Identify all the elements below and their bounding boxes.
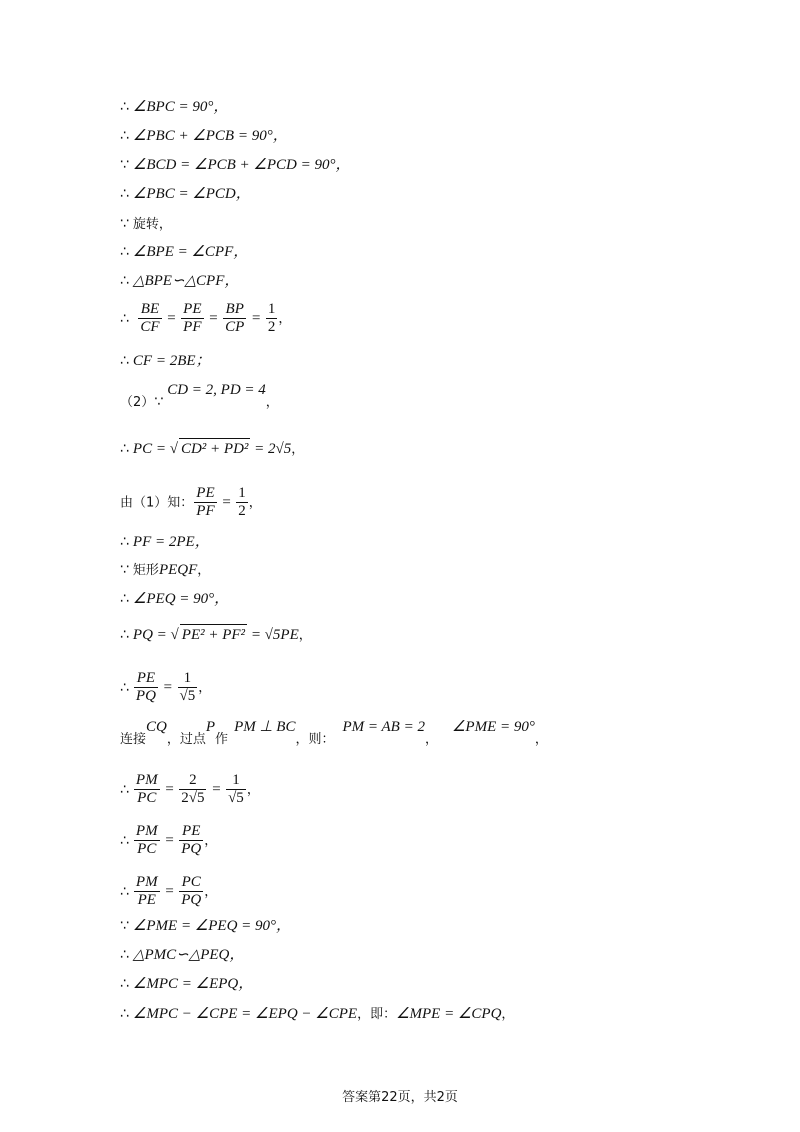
because-symbol: ∵ (120, 562, 129, 578)
therefore-symbol: ∴ (120, 244, 129, 260)
math-expression: ∠PEQ = 90°， (132, 591, 230, 607)
because-symbol: ∵ (120, 216, 129, 232)
math-expression: ∠PBC + ∠PCB = 90°， (132, 128, 288, 144)
math-expression: ∠PBC = ∠PCD， (132, 186, 251, 202)
fraction: $\frac{PE}{PQ}$ (135, 670, 156, 704)
fraction: $\frac{BE}{CF}$ (140, 301, 160, 335)
therefore-symbol: ∴ (120, 679, 129, 696)
therefore-symbol: ∴ (120, 1006, 129, 1022)
therefore-symbol: ∴ (120, 781, 129, 798)
line-13 (120, 532, 210, 552)
therefore-symbol: ∴ (120, 591, 129, 607)
math-expression: PF = 2PE， (132, 534, 210, 550)
therefore-symbol: ∴ (120, 832, 129, 849)
line-3 (120, 155, 350, 175)
radical: CD² + PD² (179, 438, 250, 459)
line-20: ∴ $\frac{PM}{PC}$ = $\frac{PE}{PQ}$ ， (120, 823, 218, 857)
therefore-symbol: ∴ (120, 441, 129, 457)
line-10: （2）∵CD = 2, PD = 4， (120, 382, 279, 410)
fraction: $\frac{PM}{PC}$ (135, 823, 158, 857)
fraction: $\frac{1}{2}$ (238, 485, 246, 519)
therefore-symbol: ∴ (120, 99, 129, 115)
fraction: $\frac{PE}{PF}$ (183, 301, 202, 335)
line-6 (120, 242, 248, 262)
math-expression: CF = 2BE； (132, 353, 211, 369)
math-expression: △BPE∽△CPF， (132, 273, 240, 289)
fraction: $\frac{1}{√5}$ (179, 670, 196, 704)
fraction: $\frac{2}{2√5}$ (181, 772, 205, 806)
line-25: ∴ ∠MPC − ∠CPE = ∠EPQ − ∠CPE，即：∠MPE = ∠CPQ， (120, 1006, 515, 1022)
radical: PE² + PF² (180, 624, 247, 645)
line-22 (120, 916, 291, 936)
line-14: ∵ 矩形PEQF， (120, 562, 211, 578)
line-21: ∴ $\frac{PM}{PE}$ = $\frac{PC}{PQ}$ ， (120, 874, 218, 908)
fraction: $\frac{PC}{PQ}$ (181, 874, 202, 908)
math-expression: ∠MPC = ∠EPQ， (132, 976, 254, 992)
page-footer: 答案第22页，共2页 (342, 1090, 458, 1105)
fraction: $\frac{1}{2}$ (267, 301, 276, 335)
therefore-symbol: ∴ (120, 353, 129, 369)
line-9 (120, 351, 211, 371)
fraction: $\frac{BP}{CP}$ (225, 301, 245, 335)
because-symbol: ∵ (120, 918, 129, 934)
line-18: 连接CQ，过点P作PM ⊥ BC，则：PM = AB = 2，∠PME = 90°， (120, 719, 548, 747)
therefore-symbol: ∴ (120, 128, 129, 144)
math-expression: ∠BPE = ∠CPF， (132, 244, 249, 260)
math-expression: ∠MPC − ∠CPE = ∠EPQ − ∠CPE (132, 1006, 358, 1022)
line-11: ∴ PC = √ CD² + PD² = 2√5， (120, 438, 304, 460)
therefore-symbol: ∴ (120, 310, 129, 327)
line-24 (120, 974, 253, 994)
math-expression: ∠BPC = 90°， (132, 99, 229, 115)
therefore-symbol: ∴ (120, 883, 129, 900)
therefore-symbol: ∴ (120, 273, 129, 289)
therefore-symbol: ∴ (120, 186, 129, 202)
line-15 (120, 589, 229, 609)
line-7 (120, 271, 239, 291)
line-1 (120, 97, 228, 117)
therefore-symbol: ∴ (120, 627, 129, 643)
line-23 (120, 945, 244, 965)
fraction: $\frac{PE}{PF}$ (196, 485, 215, 519)
because-symbol: ∵ (154, 394, 164, 410)
line-17: ∴ $\frac{PE}{PQ}$ = $\frac{1}{√5}$ ， (120, 670, 212, 704)
math-expression: ∠PME = ∠PEQ = 90°， (132, 918, 292, 934)
line-16: ∴ PQ = √ PE² + PF² = √5PE， (120, 624, 312, 646)
line-4 (120, 184, 251, 204)
math-expression: CD = 2, PD = 4 (167, 382, 266, 398)
line-19: ∴ $\frac{PM}{PC}$ = $\frac{2}{2√5}$ = $\frac{1}{√5}$ ， (120, 772, 260, 806)
therefore-symbol: ∴ (120, 947, 129, 963)
line-5 (120, 214, 172, 235)
because-symbol: ∵ (120, 157, 129, 173)
math-expression: △PMC∽△PEQ， (132, 947, 245, 963)
therefore-symbol: ∴ (120, 976, 129, 992)
fraction: $\frac{PM}{PE}$ (135, 874, 158, 908)
part-label: （2） (120, 395, 155, 410)
line-12: 由（1）知： $\frac{PE}{PF}$ = $\frac{1}{2}$ ， (120, 485, 262, 519)
fraction: $\frac{PM}{PC}$ (135, 772, 158, 806)
fraction: $\frac{1}{√5}$ (228, 772, 244, 806)
fraction: $\frac{PE}{PQ}$ (181, 823, 202, 857)
text: 旋转， (132, 217, 172, 232)
line-8: ∴ $\frac{BE}{CF}$ = $\frac{PE}{PF}$ = $\frac{BP}{CP}$ = $\frac{1}{2}$ ， (120, 301, 292, 335)
line-2 (120, 126, 288, 146)
therefore-symbol: ∴ (120, 534, 129, 550)
math-expression: ∠BCD = ∠PCB + ∠PCD = 90°， (132, 157, 351, 173)
